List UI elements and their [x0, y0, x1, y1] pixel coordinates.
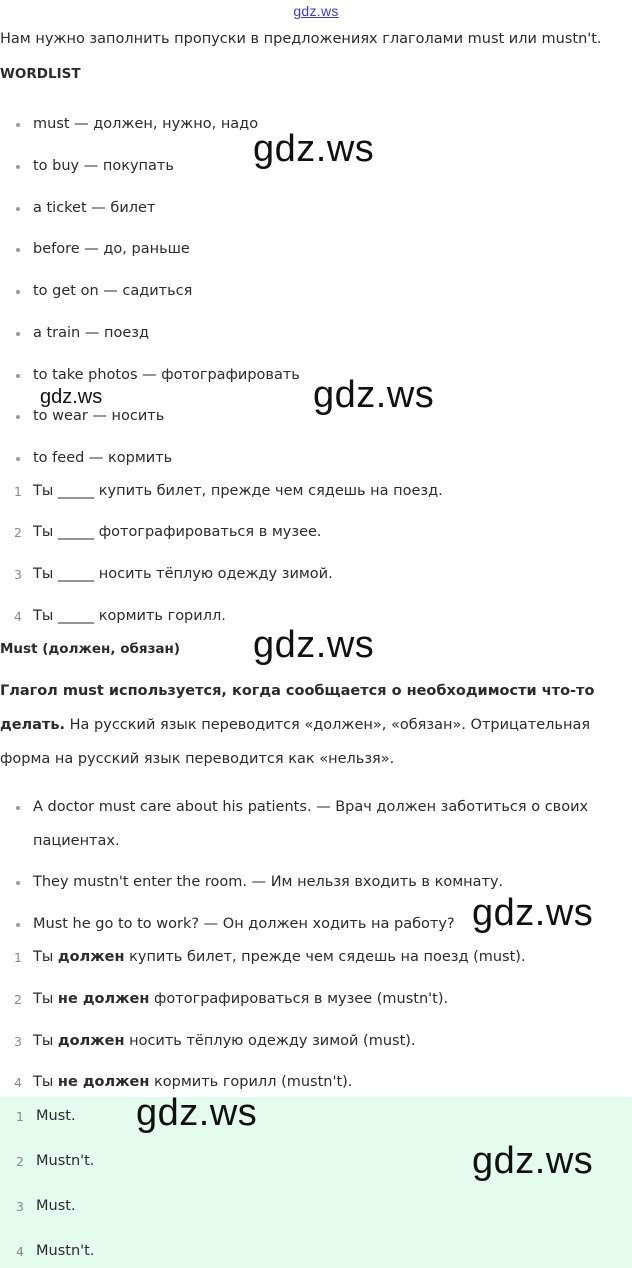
bullet-icon — [16, 165, 20, 169]
bullet-icon — [16, 374, 20, 378]
watermark-small: gdz.ws — [40, 386, 103, 408]
intro-text: Нам нужно заполнить пропуски в предложениях глаголами must или mustn't. — [0, 31, 602, 47]
bullet-icon — [16, 881, 20, 885]
grammar-rule — [0, 674, 632, 776]
watermark: gdz.ws — [472, 892, 594, 934]
bullet-icon — [16, 248, 20, 252]
bullet-icon — [16, 123, 20, 127]
bullet-icon — [16, 290, 20, 294]
site-link[interactable]: gdz.ws — [293, 3, 339, 19]
answers-box: 1 Must. 2 Mustn't. 3 Must. 4 Mustn't. — [0, 1097, 632, 1268]
wordlist-title: WORDLIST — [0, 66, 81, 82]
bullet-icon — [16, 415, 20, 419]
watermark: gdz.ws — [472, 1140, 594, 1182]
watermark: gdz.ws — [136, 1092, 258, 1134]
bullet-icon — [16, 332, 20, 336]
watermark: gdz.ws — [253, 128, 375, 170]
bullet-icon — [16, 806, 20, 810]
bullet-icon — [16, 207, 20, 211]
grammar-rule-text: На русский язык переводится «должен», «обязан». Отрицательная форма на русский язык переводится как «нельзя». — [0, 717, 591, 767]
grammar-title: Must (должен, обязан) — [0, 641, 181, 657]
bullet-icon — [16, 923, 20, 927]
watermark: gdz.ws — [253, 624, 375, 666]
watermark: gdz.ws — [313, 374, 435, 416]
grammar-rule-bold: Глагол must используется, когда сообщается о необходимости что-то делать. — [0, 683, 595, 733]
bullet-icon — [16, 457, 20, 461]
